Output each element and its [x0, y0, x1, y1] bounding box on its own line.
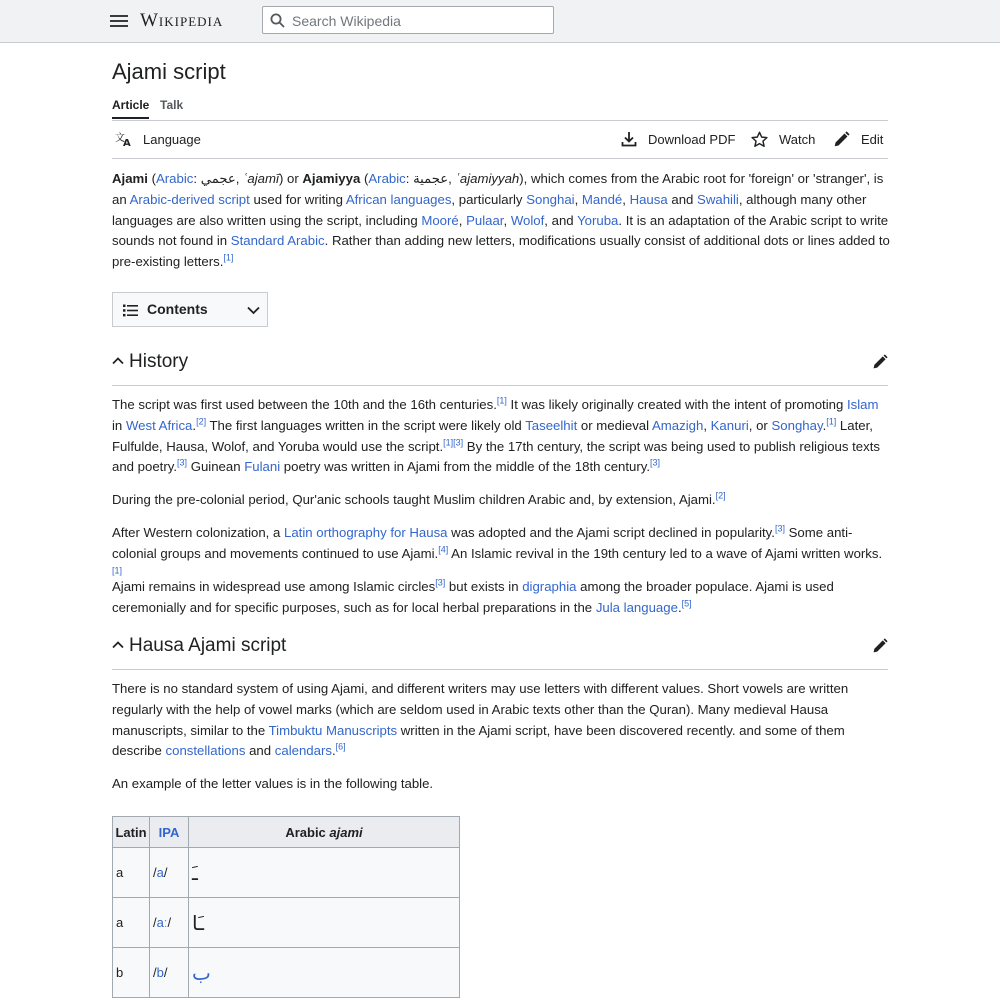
- cell-ipa: [150, 848, 189, 898]
- download-pdf-button[interactable]: [621, 131, 735, 147]
- svg-text:A: A: [123, 138, 131, 147]
- reference-link[interactable]: [2]: [715, 490, 726, 501]
- section-title: Hausa Ajami script: [129, 635, 287, 656]
- link-arabic[interactable]: Arabic: [368, 171, 406, 186]
- section-heading-hausa-ajami[interactable]: [112, 635, 888, 659]
- divider: [112, 385, 888, 386]
- text: . It is an adaptation of the Arabic script to write sounds not found in: [112, 212, 889, 249]
- text: (: [147, 171, 156, 186]
- section-heading-history[interactable]: [112, 351, 888, 375]
- link-wolof[interactable]: Wolof: [510, 212, 545, 228]
- intro-paragraph: [112, 169, 890, 273]
- text: : عجمية,: [405, 171, 456, 186]
- cell-ipa: [150, 898, 189, 948]
- text: written in the Ajami script, have been discovered recently. and some of them describe: [112, 722, 845, 759]
- text: Ajami remains in widespread use among Islamic circles: [112, 579, 436, 594]
- hausa-paragraph-2: An example of the letter values is in the following table.: [112, 776, 434, 791]
- history-paragraph-2: [112, 490, 890, 511]
- link-digraphia[interactable]: digraphia: [522, 579, 577, 594]
- ipa-slash: /: [167, 915, 172, 930]
- text: ), which comes from the Arabic root for 'foreign' or 'stranger', is an: [112, 171, 884, 207]
- ipa-slash: /: [153, 865, 157, 880]
- watch-label: Watch: [779, 132, 816, 147]
- link-yoruba[interactable]: Yoruba: [577, 212, 619, 228]
- text: ,: [503, 212, 511, 228]
- reference-link[interactable]: [6]: [335, 742, 346, 752]
- history-paragraph-4: [112, 577, 890, 619]
- link-ipa-value[interactable]: a: [156, 865, 164, 880]
- pencil-icon[interactable]: [872, 354, 888, 370]
- text: ,: [574, 191, 582, 207]
- link-swahili[interactable]: Swahili: [697, 191, 739, 207]
- table-row: [113, 948, 460, 998]
- text: During the pre-colonial period, Qur'anic schools taught Muslim children Arabic and, by extension, Ajami.: [112, 492, 716, 507]
- link-arabic-derived-script[interactable]: Arabic-derived script: [129, 191, 250, 207]
- text: in: [112, 417, 126, 433]
- search-input[interactable]: [290, 10, 552, 32]
- cell-arabic: ـَا: [189, 898, 460, 948]
- header-text: Arabic: [285, 824, 330, 840]
- link-constellations[interactable]: constellations: [165, 743, 246, 759]
- main-menu-button[interactable]: [110, 12, 128, 30]
- language-button[interactable]: [115, 131, 201, 147]
- text: After Western colonization, a: [112, 525, 285, 540]
- text: ) or: [278, 171, 303, 186]
- text: , although many other languages are also written using the script, including: [112, 191, 867, 228]
- chevron-down-icon: [247, 306, 260, 315]
- watch-button[interactable]: [751, 131, 815, 148]
- search-icon: [270, 13, 285, 28]
- link-kanuri[interactable]: Kanuri: [710, 417, 749, 433]
- ipa-slash: /: [153, 915, 157, 930]
- cell-arabic: [189, 948, 460, 998]
- pencil-icon[interactable]: [872, 638, 888, 654]
- column-header-latin: Latin: [113, 817, 150, 848]
- page-title: Ajami script: [112, 59, 226, 84]
- text: and: [667, 191, 698, 207]
- history-paragraph-1: [112, 395, 890, 478]
- text: ,: [703, 417, 711, 433]
- link-mande[interactable]: Mandé: [581, 191, 623, 207]
- transliteration: ʿajamī: [243, 171, 279, 186]
- link-west-africa[interactable]: West Africa: [125, 417, 193, 433]
- list-icon: [123, 304, 138, 317]
- link-songhai[interactable]: Songhai: [526, 191, 575, 207]
- cell-latin: a: [113, 848, 150, 898]
- link-hausa[interactable]: Hausa: [629, 191, 668, 207]
- reference-link[interactable]: [1]: [112, 565, 123, 576]
- text: Some anti-colonial groups and movements continued to use Ajami.: [112, 525, 853, 561]
- language-icon: [115, 131, 133, 147]
- text: ,: [622, 191, 630, 207]
- text: . Rather than adding new letters, modifications usually consist of additional dots or lines added to pre-existing letters.: [112, 233, 890, 270]
- link-timbuktu-manuscripts[interactable]: Timbuktu Manuscripts: [268, 722, 398, 738]
- edit-button[interactable]: [833, 131, 883, 148]
- svg-text:文: 文: [115, 133, 125, 144]
- text: or medieval: [577, 417, 652, 433]
- table-row: [113, 898, 460, 948]
- tab-article[interactable]: Article: [112, 98, 149, 119]
- text: An Islamic revival in the 19th century led to a wave of Ajami written works.: [448, 545, 883, 561]
- star-icon: [751, 131, 768, 148]
- cell-latin: a: [113, 898, 150, 948]
- link-latin-orthography-hausa[interactable]: Latin orthography for Hausa: [284, 525, 448, 540]
- link-calendars[interactable]: calendars: [274, 743, 332, 759]
- download-icon: [621, 131, 637, 147]
- reference-link[interactable]: [4]: [438, 544, 449, 555]
- chevron-up-icon: [112, 356, 124, 365]
- link-ipa-value[interactable]: aː: [156, 915, 168, 930]
- link-fulani[interactable]: Fulani: [244, 459, 281, 475]
- text: used for writing: [249, 191, 346, 207]
- link-islam[interactable]: Islam: [846, 397, 879, 412]
- section-title: History: [129, 351, 189, 372]
- link-arabic-letter[interactable]: ب: [192, 960, 211, 985]
- text: ,: [458, 212, 467, 228]
- reference-link[interactable]: [1]: [223, 252, 234, 263]
- term-ajamiyya: Ajamiyya: [302, 171, 361, 186]
- text: (: [360, 171, 369, 186]
- divider: [112, 120, 888, 121]
- link-standard-arabic[interactable]: Standard Arabic: [230, 233, 325, 249]
- reference-link[interactable]: [1]: [496, 395, 507, 406]
- reference-link[interactable]: [3]: [774, 523, 785, 534]
- table-header-row: [113, 817, 460, 848]
- reference-link[interactable]: [2]: [196, 416, 207, 427]
- text: poetry was written in Ajami from the middle of the 18th century.: [280, 459, 651, 475]
- text: The script was first used between the 10th and the 16th centuries.: [112, 397, 497, 412]
- text: .: [192, 417, 197, 433]
- language-label: Language: [143, 131, 201, 147]
- wikipedia-logo[interactable]: Wikipedia: [140, 10, 224, 31]
- text: , particularly: [451, 191, 527, 207]
- ipa-slash: /: [163, 865, 168, 880]
- text: Guinean: [187, 459, 245, 475]
- table-row: [113, 848, 460, 898]
- page-toolbar: [112, 128, 888, 152]
- site-header: [0, 0, 1000, 43]
- ipa-slash: /: [163, 965, 168, 980]
- text: .: [822, 417, 827, 433]
- pencil-icon: [833, 131, 850, 148]
- text: , or: [748, 417, 772, 433]
- text: Later, Fulfulde, Hausa, Wolof, and Yoruba would use the script.: [112, 417, 873, 454]
- divider: [112, 669, 888, 670]
- link-amazigh[interactable]: Amazigh: [652, 417, 704, 433]
- edit-label: Edit: [861, 132, 884, 147]
- hamburger-icon-bar: [110, 15, 128, 17]
- reference-link[interactable]: [1]: [826, 416, 837, 427]
- reference-link[interactable]: [3]: [435, 577, 446, 588]
- download-pdf-label: Download PDF: [648, 131, 736, 147]
- text: , and: [544, 212, 578, 228]
- reference-link[interactable]: [3]: [650, 458, 661, 468]
- divider: [112, 158, 888, 159]
- column-header-ipa: [150, 817, 189, 848]
- header-text-italic: ajami: [329, 824, 363, 840]
- link-arabic[interactable]: Arabic: [155, 171, 194, 186]
- cell-latin: b: [113, 948, 150, 998]
- text: It was likely originally created with the intent of promoting: [506, 397, 847, 412]
- text: was adopted and the Ajami script declined in popularity.: [447, 525, 775, 540]
- text: By the 17th century, the script was being used to publish religious texts and poetry.: [112, 438, 880, 475]
- cell-arabic: ـَ: [189, 848, 460, 898]
- hausa-paragraph-1: [112, 679, 890, 762]
- term-ajami: Ajami: [112, 171, 148, 186]
- link-ipa[interactable]: IPA: [158, 824, 180, 840]
- reference-link[interactable]: [5]: [681, 598, 692, 609]
- reference-link[interactable]: [1][3]: [443, 437, 464, 448]
- link-ipa-value[interactable]: b: [156, 965, 164, 980]
- hamburger-icon-bar: [110, 20, 128, 22]
- link-african-languages[interactable]: African languages: [345, 191, 452, 207]
- text: : عجمي,: [193, 171, 244, 186]
- text: among the broader populace. Ajami is used ceremonially and for specific purposes, such as for local herbal preparations in the: [112, 579, 834, 615]
- contents-label: Contents: [147, 301, 208, 317]
- chevron-up-icon: [112, 640, 124, 649]
- cell-ipa: [150, 948, 189, 998]
- search-box[interactable]: [262, 6, 554, 34]
- reference-link[interactable]: [3]: [177, 458, 188, 468]
- text: and: [245, 743, 275, 759]
- link-taseelhit[interactable]: Taseelhit: [525, 417, 578, 433]
- link-jula-language[interactable]: Jula language: [595, 599, 678, 615]
- link-songhay[interactable]: Songhay: [771, 417, 823, 433]
- text: The first languages written in the script were likely old: [206, 417, 526, 433]
- text: There is no standard system of using Ajami, and different writers may use letters with different values. Short vowels are written regularly with the help of vowel marks (which are seldom used in Arabic texts other than the Quran). Many medieval Hausa manuscripts, similar to the: [112, 681, 849, 738]
- tab-talk[interactable]: Talk: [160, 98, 184, 112]
- column-header-arabic: [189, 817, 460, 848]
- text: .: [331, 743, 336, 759]
- transliteration: ʿajamiyyah: [455, 171, 520, 186]
- text: .: [677, 599, 682, 615]
- link-pulaar[interactable]: Pulaar: [466, 212, 504, 228]
- letter-values-table: [112, 816, 460, 998]
- ipa-slash: /: [153, 965, 157, 980]
- table-of-contents-toggle[interactable]: [112, 292, 268, 327]
- hamburger-icon-bar: [110, 25, 128, 27]
- link-moore[interactable]: Mooré: [421, 212, 459, 228]
- text: but exists in: [445, 579, 523, 594]
